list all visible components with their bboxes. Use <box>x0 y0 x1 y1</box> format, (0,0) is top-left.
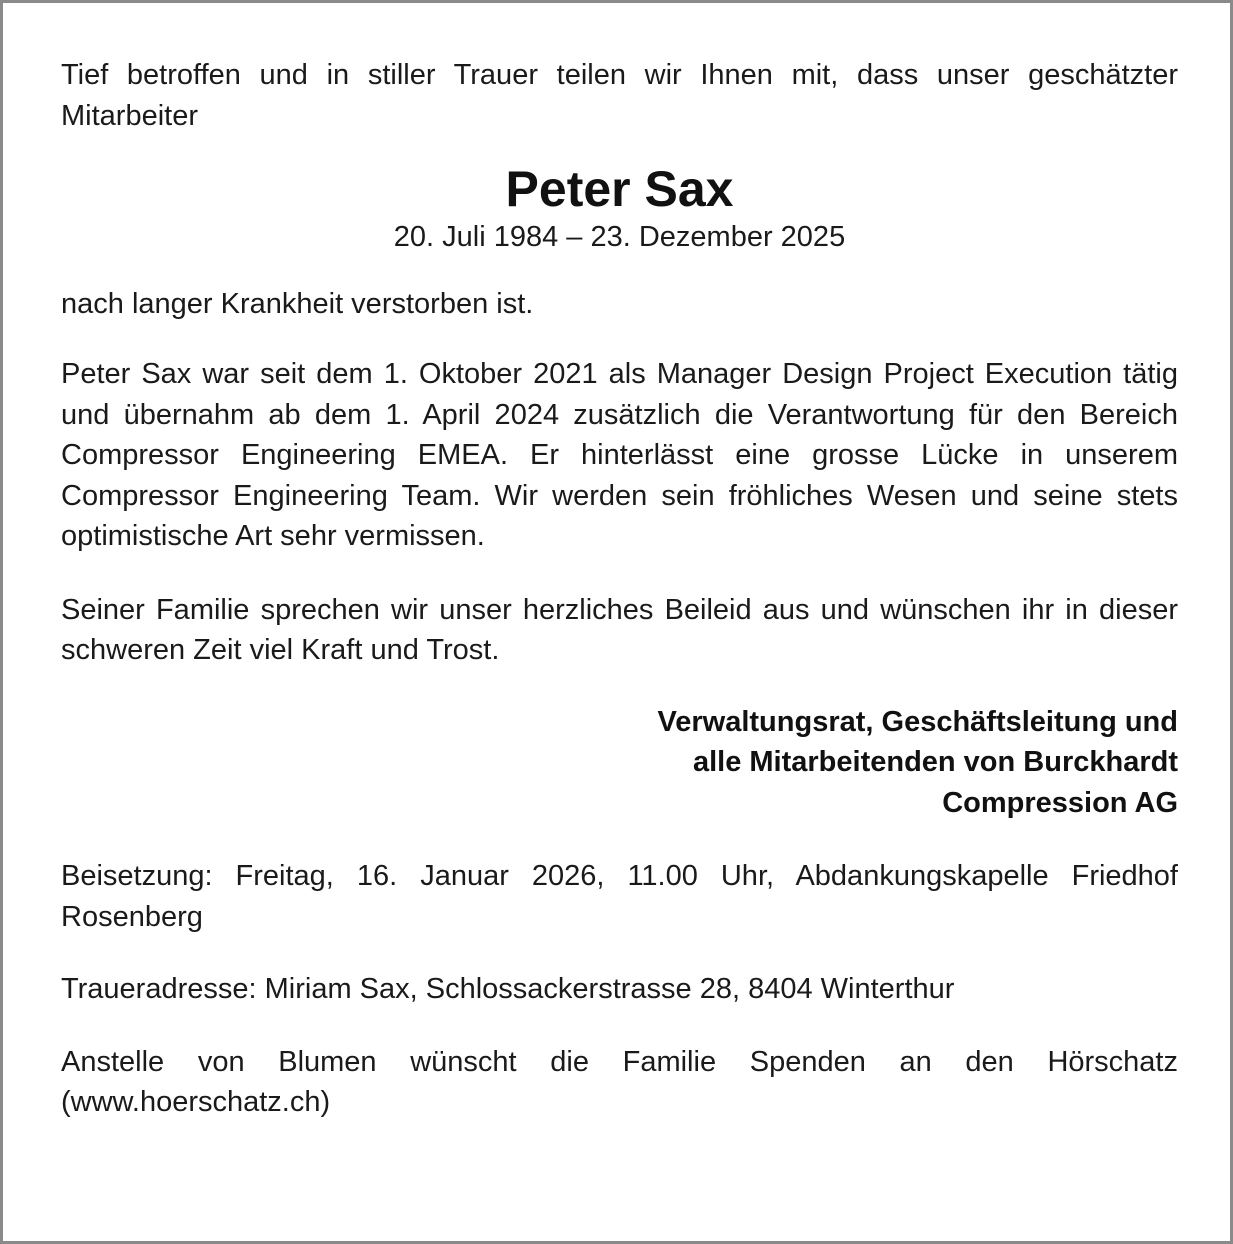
donation-request: Anstelle von Blumen wünscht die Familie Spenden an den Hörschatz (www.hoerschatz.ch) <box>61 1045 1178 1118</box>
condolence-paragraph: Seiner Familie sprechen wir unser herzliches Beileid aus und wünschen ihr in dieser schweren Zeit viel Kraft und Trost. <box>61 593 1178 666</box>
mourning-address: Traueradresse: Miriam Sax, Schlossackerstrasse 28, 8404 Winterthur <box>61 973 955 1005</box>
funeral-info: Beisetzung: Freitag, 16. Januar 2026, 11.00 Uhr, Abdankungskapelle Friedhof Rosenberg <box>61 860 1178 933</box>
notice-content <box>61 55 1178 1123</box>
intro-text: Tief betroffen und in stiller Trauer teilen wir Ihnen mit, dass unser geschätzter Mitarbeiter <box>61 59 1178 132</box>
signature-line: Verwaltungsrat, Geschäftsleitung und <box>657 705 1178 738</box>
signature-line: Compression AG <box>942 786 1178 819</box>
deceased-name: Peter Sax <box>505 161 734 217</box>
signature-block <box>61 702 1178 824</box>
passed-text: nach langer Krankheit verstorben ist. <box>61 287 534 320</box>
signature-line: alle Mitarbeitenden von Burckhardt <box>692 746 1178 778</box>
career-paragraph: Peter Sax war seit dem 1. Oktober 2021 als Manager Design Project Execution tätig und übernahm ab dem 1. April 2024 zusätzlich die Verantwortung für den Bereich Compressor Engineering EMEA. Er hinterlässt eine grosse Lücke in unserem Compressor Engineering Team. Wir werden sein fröhliches Wesen und seine stets optimistische Art sehr vermissen. <box>61 358 1178 552</box>
life-dates: 20. Juli 1984 – 23. Dezember 2025 <box>393 221 846 253</box>
